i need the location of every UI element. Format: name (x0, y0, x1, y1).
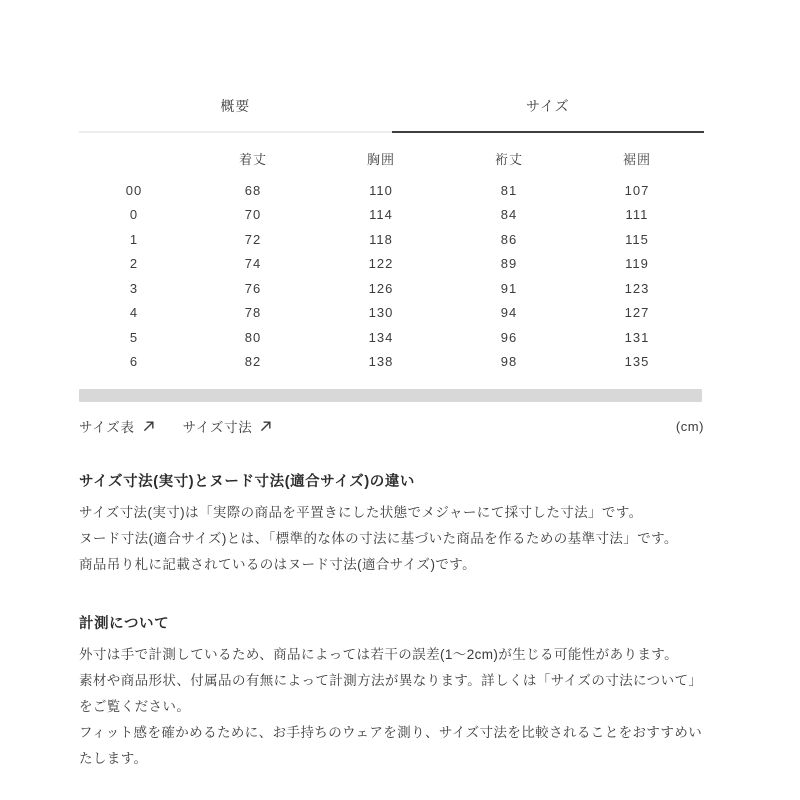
section-size-vs-nude (79, 470, 704, 578)
value-cell: 114 (369, 207, 393, 223)
paragraph: フィット感を確かめるために、お手持ちのウェアを測り、サイズ寸法を比較されることをおすすめいたします。 (79, 725, 703, 766)
table-row (79, 276, 704, 301)
size-panel (79, 0, 704, 772)
value-cell: 122 (368, 256, 394, 272)
size-chart-link[interactable] (79, 416, 155, 436)
value-cell: 91 (500, 280, 518, 296)
value-cell: 115 (625, 231, 649, 247)
size-label: 3 (129, 280, 139, 296)
section-title: 計測について (79, 616, 170, 632)
value-cell: 127 (624, 305, 650, 321)
table-row (79, 301, 704, 326)
size-label: 4 (129, 305, 139, 321)
size-chart-link-label: サイズ表 (79, 420, 135, 435)
column-header: 着丈 (238, 151, 268, 167)
size-label: 1 (129, 231, 139, 247)
table-row (79, 350, 704, 375)
table-row (79, 227, 704, 252)
paragraph: 外寸は手で計測しているため、商品によっては若干の誤差(1〜2cm)が生じる可能性があります。 (79, 647, 679, 662)
size-label: 00 (125, 182, 143, 198)
paragraph: ヌード寸法(適合サイズ)とは、「標準的な体の寸法に基づいた商品を作るための基準寸法」です。 (79, 531, 678, 546)
tab-overview[interactable]: 概要 (79, 96, 392, 133)
tab-size[interactable]: サイズ (392, 96, 705, 133)
tabs-bar (79, 96, 704, 133)
value-cell: 89 (500, 256, 518, 272)
size-measure-link-label: サイズ寸法 (182, 420, 253, 435)
section-title: サイズ寸法(実寸)とヌード寸法(適合サイズ)の違い (79, 474, 415, 490)
value-cell: 126 (368, 280, 394, 296)
value-cell: 72 (244, 231, 262, 247)
value-cell: 68 (244, 182, 262, 198)
value-cell: 76 (244, 280, 262, 296)
value-cell: 130 (368, 305, 394, 321)
paragraph: 商品吊り札に記載されているのはヌード寸法(適合サイズ)です。 (79, 557, 476, 572)
value-cell: 138 (368, 354, 394, 370)
value-cell: 74 (244, 256, 262, 272)
table-row (79, 252, 704, 277)
size-measure-link[interactable] (183, 416, 273, 436)
value-cell: 80 (244, 329, 262, 345)
links-row (79, 416, 704, 436)
paragraph: サイズ寸法(実寸)は「実際の商品を平置きにした状態でメジャーにて採寸した寸法」です。 (79, 505, 643, 520)
column-header: 胸囲 (366, 151, 396, 167)
value-cell: 111 (625, 207, 649, 223)
table-scrollbar[interactable] (79, 389, 702, 402)
unit-label: (cm) (675, 418, 704, 434)
section-measurement (79, 612, 704, 772)
value-cell: 107 (624, 182, 650, 198)
value-cell: 78 (244, 305, 262, 321)
value-cell: 131 (624, 329, 650, 345)
value-cell: 110 (369, 182, 393, 198)
value-cell: 96 (500, 329, 518, 345)
value-cell: 86 (500, 231, 518, 247)
external-link-icon (259, 420, 272, 433)
table-row (79, 325, 704, 350)
table-header-row (79, 147, 704, 169)
size-label: 5 (129, 329, 139, 345)
value-cell: 70 (244, 207, 262, 223)
size-table (79, 147, 704, 374)
column-header: 裾囲 (622, 151, 652, 167)
value-cell: 84 (500, 207, 518, 223)
value-cell: 123 (624, 280, 650, 296)
paragraph: 素材や商品形状、付属品の有無によって計測方法が異なります。詳しくは「サイズの寸法について」をご覧ください。 (79, 673, 703, 714)
size-label: 0 (129, 207, 139, 223)
external-link-icon (142, 420, 155, 433)
value-cell: 119 (625, 256, 649, 272)
size-label: 2 (129, 256, 139, 272)
value-cell: 118 (369, 231, 393, 247)
value-cell: 98 (500, 354, 518, 370)
value-cell: 81 (500, 182, 518, 198)
table-row (79, 203, 704, 228)
table-row (79, 178, 704, 203)
value-cell: 94 (500, 305, 518, 321)
size-label: 6 (129, 354, 139, 370)
column-header: 裄丈 (494, 151, 524, 167)
value-cell: 82 (244, 354, 262, 370)
value-cell: 135 (624, 354, 650, 370)
value-cell: 134 (368, 329, 394, 345)
